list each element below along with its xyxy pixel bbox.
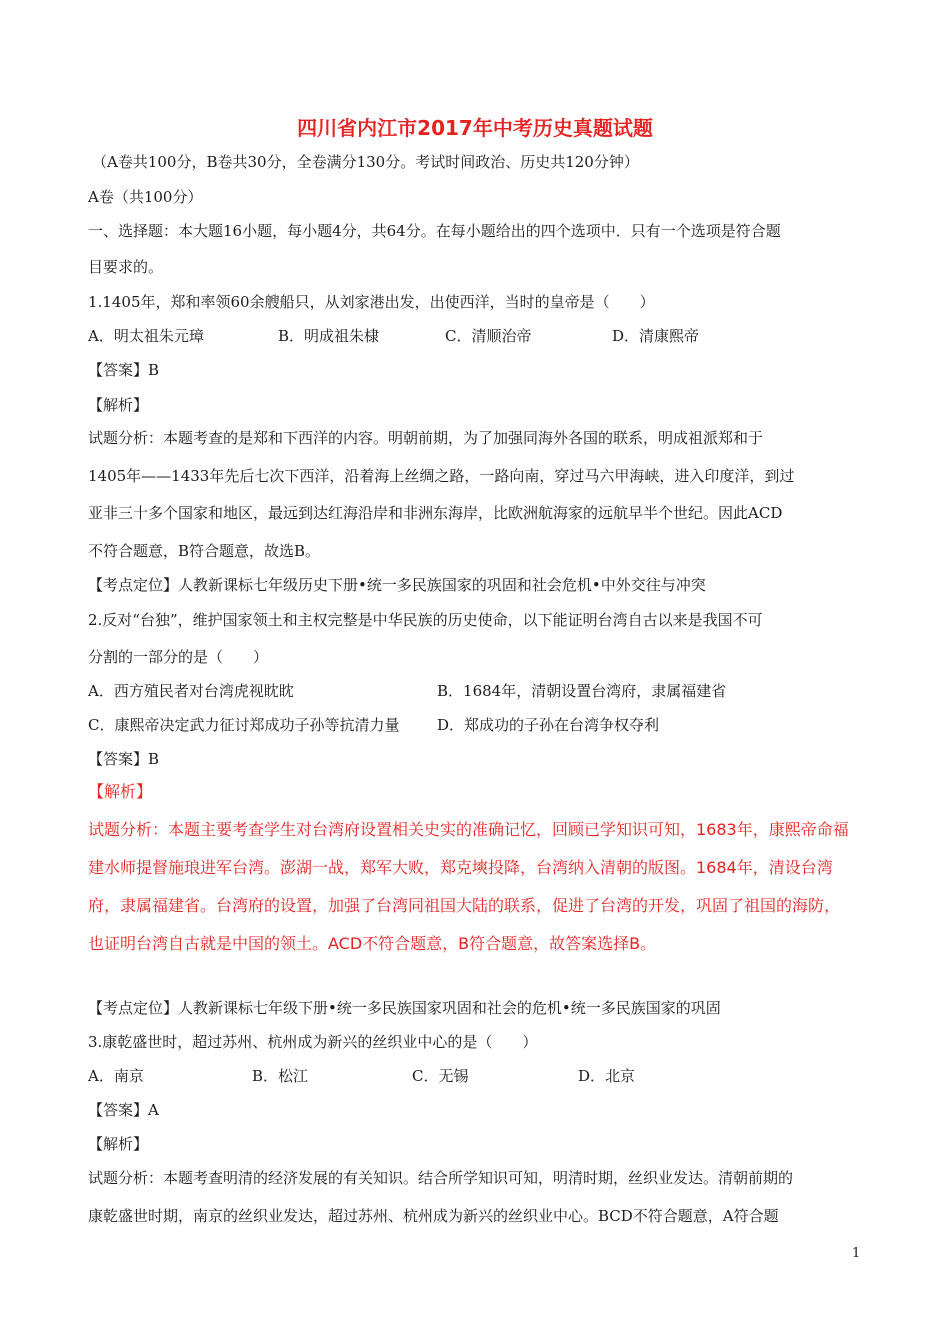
q2-analysis-line-1: 试题分析：本题主要考查学生对台湾府设置相关史实的准确记忆，回顾已学知识可知，1683年，康熙帝命福	[88, 820, 849, 839]
q3-option-a: A．南京	[88, 1067, 144, 1085]
q3-option-c: C．无锡	[412, 1067, 469, 1085]
page-title: 四川省内江市2017年中考历史真题试题	[297, 116, 653, 140]
q1-option-c: C．清顺治帝	[445, 327, 532, 345]
section-one-line-1: 一、选择题：本大题16小题，每小题4分，共64分。在每小题给出的四个选项中．只有一个选项是符合题	[88, 222, 781, 240]
page-number: 1	[852, 1246, 861, 1261]
q2-answer: 【答案】B	[88, 750, 160, 768]
q2-option-a: A．西方殖民者对台湾虎视眈眈	[88, 682, 294, 700]
q2-option-c: C．康熙帝决定武力征讨郑成功子孙等抗清力量	[88, 716, 400, 734]
q1-analysis-line-1: 试题分析：本题考查的是郑和下西洋的内容。明朝前期，为了加强同海外各国的联系，明成祖派郑和于	[88, 429, 764, 447]
q3-option-b: B．松江	[252, 1067, 309, 1085]
section-one-line-2: 目要求的。	[88, 258, 164, 276]
q2-option-b: B．1684年，清朝设置台湾府，隶属福建省	[437, 682, 727, 700]
q1-point: 【考点定位】人教新课标七年级历史下册•统一多民族国家的巩固和社会危机•中外交往与冲突	[88, 576, 706, 594]
q1-answer: 【答案】B	[88, 361, 160, 379]
q2-stem-line-1: 2.反对“台独”，维护国家领土和主权完整是中华民族的历史使命，以下能证明台湾自古以来是我国不可	[88, 611, 763, 629]
q2-analysis-line-3: 府，隶属福建省。台湾府的设置，加强了台湾同祖国大陆的联系，促进了台湾的开发，巩固了祖国的海防，	[88, 896, 841, 915]
q1-option-b: B．明成祖朱棣	[278, 327, 380, 345]
section-a-heading: A卷（共100分）	[88, 188, 203, 206]
q2-point: 【考点定位】人教新课标七年级下册•统一多民族国家巩固和社会的危机•统一多民族国家的巩固	[88, 999, 721, 1017]
q1-analysis-line-4: 不符合题意，B符合题意，故选B。	[88, 542, 321, 560]
q2-analysis-line-2: 建水师提督施琅进军台湾。澎湖一战，郑军大败，郑克塽投降，台湾纳入清朝的版图。1684年，清设台湾	[88, 858, 833, 877]
q3-analysis-line-1: 试题分析：本题考查明清的经济发展的有关知识。结合所学知识可知，明清时期，丝织业发达。清朝前期的	[88, 1169, 794, 1187]
q3-analysis-line-2: 康乾盛世时期，南京的丝织业发达，超过苏州、杭州成为新兴的丝织业中心。BCD不符合题意，A符合题	[88, 1207, 779, 1225]
q1-analysis-label: 【解析】	[88, 396, 149, 414]
q1-analysis-line-2: 1405年——1433年先后七次下西洋，沿着海上丝绸之路，一路向南，穿过马六甲海峡，进入印度洋，到过	[88, 467, 795, 485]
q3-stem: 3.康乾盛世时，超过苏州、杭州成为新兴的丝织业中心的是（ ）	[88, 1033, 538, 1051]
q2-option-d: D．郑成功的子孙在台湾争权夺利	[437, 716, 660, 734]
q3-answer: 【答案】A	[88, 1101, 159, 1119]
q1-stem: 1.1405年，郑和率领60余艘船只，从刘家港出发，出使西洋，当时的皇帝是（ ）	[88, 293, 655, 311]
exam-intro: （A卷共100分，B卷共30分，全卷满分130分。考试时间政治、历史共120分钟）	[92, 153, 639, 171]
q3-analysis-label: 【解析】	[88, 1135, 149, 1153]
q3-option-d: D．北京	[578, 1067, 636, 1085]
q2-analysis-label: 【解析】	[88, 782, 153, 801]
q2-analysis-line-4: 也证明台湾自古就是中国的领土。ACD不符合题意，B符合题意，故答案选择B。	[88, 934, 657, 953]
q1-analysis-line-3: 亚非三十多个国家和地区，最远到达红海沿岸和非洲东海岸，比欧洲航海家的远航早半个世纪。因此ACD	[88, 504, 783, 522]
q1-option-d: D．清康熙帝	[612, 327, 700, 345]
q1-option-a: A．明太祖朱元璋	[88, 327, 204, 345]
q2-stem-line-2: 分割的一部分的是（ ）	[88, 648, 269, 666]
